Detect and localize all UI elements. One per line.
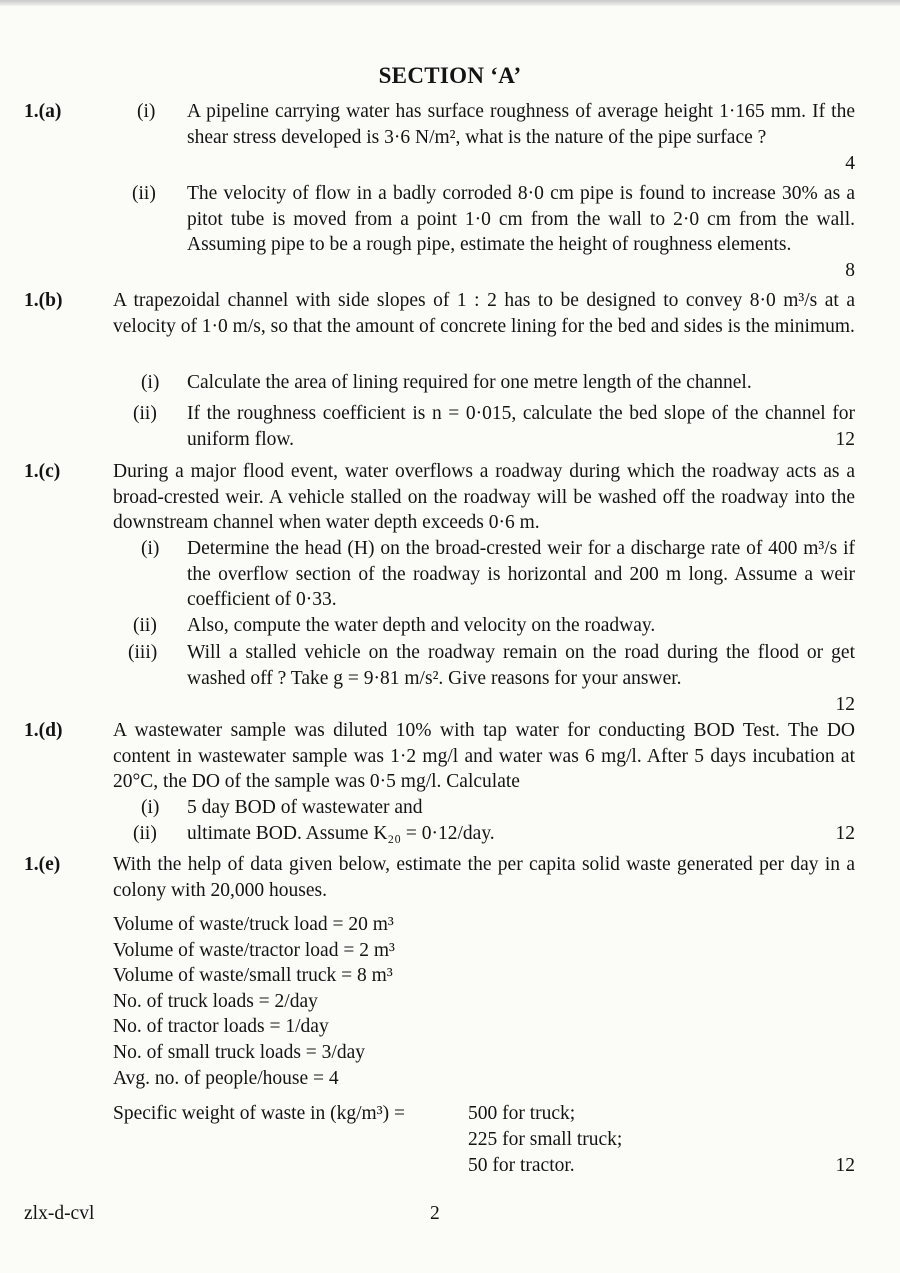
q1c-part-ii-text: Also, compute the water depth and velocity on the roadway.: [187, 615, 656, 636]
q1a-part-ii-text: The velocity of flow in a badly corroded 8·0 cm pipe is found to increase 30% as a pitot tube is moved from a point 1·0 cm from the wall to 2·0 cm from the wall. Assuming pipe to be a rough pipe, estimate the height of roughness elements.: [187, 183, 855, 256]
question-label-1a: 1.(a): [24, 101, 62, 122]
q1e-text: With the help of data given below, estimate the per capita solid waste generated per day in a colony with 20,000 houses.: [113, 854, 855, 901]
q1e-data-line: No. of tractor loads = 1/day: [113, 1016, 329, 1037]
q1c-part-ii-label: (ii): [133, 615, 157, 636]
q1a-part-i-text: A pipeline carrying water has surface roughness of average height 1·165 mm. If the shear stress developed is 3·6 N/m², what is the nature of the pipe surface ?: [187, 101, 855, 148]
q1c-part-i-text: Determine the head (H) on the broad-crested weir for a discharge rate of 400 m³/s if the overflow section of the roadway is horizontal and 200 m long. Assume a weir coefficient of 0·33.: [187, 538, 855, 611]
q1d-part-i-text: 5 day BOD of wastewater and: [187, 797, 423, 818]
q1b-part-i-text: Calculate the area of lining required for one metre length of the channel.: [187, 372, 752, 393]
question-label-1c: 1.(c): [24, 461, 61, 482]
q1a-part-i-label: (i): [137, 101, 156, 122]
q1c-text: During a major flood event, water overflows a roadway during which the roadway acts as a broad-crested weir. A vehicle stalled on the roadway will be washed off the roadway into the downstream channel when water depth exceeds 0·6 m.: [113, 461, 855, 534]
q1b-part-ii-text: If the roughness coefficient is n = 0·015, calculate the bed slope of the channel for uniform flow.: [187, 403, 855, 450]
q1e-specific-weight-value: 225 for small truck;: [468, 1129, 623, 1150]
q1a-part-ii-marks: 8: [845, 260, 855, 281]
q1c-part-iii-text: Will a stalled vehicle on the roadway remain on the road during the flood or get washed off ? Take g = 9·81 m/s². Give reasons for your answer.: [187, 642, 855, 689]
q1d-part-ii-text: ultimate BOD. Assume K₂₀ = 0·12/day.: [187, 823, 495, 844]
q1d-text: A wastewater sample was diluted 10% with tap water for conducting BOD Test. The DO content in wastewater sample was 1·2 mg/l and water was 6 mg/l. After 5 days incubation at 20°C, the DO of the sample was 0·5 mg/l. Calculate: [113, 720, 855, 793]
q1a-part-ii-label: (ii): [132, 183, 156, 204]
q1e-data-line: Volume of waste/tractor load = 2 m³: [113, 940, 395, 961]
q1b-marks: 12: [835, 429, 855, 450]
footer-code: zlx-d-cvl: [24, 1203, 95, 1224]
q1e-specific-weight-label: Specific weight of waste in (kg/m³) =: [113, 1103, 405, 1124]
q1b-part-ii-label: (ii): [133, 403, 157, 424]
page-top-edge: [0, 0, 900, 6]
q1e-specific-weight-value: 50 for tractor.: [468, 1155, 575, 1176]
q1b-text: A trapezoidal channel with side slopes of 1 : 2 has to be designed to convey 8·0 m³/s at a velocity of 1·0 m/s, so that the amount of concrete lining for the bed and sides is the minimum.: [113, 290, 855, 337]
q1e-data-line: Volume of waste/small truck = 8 m³: [113, 965, 393, 986]
q1d-part-ii-label: (ii): [133, 823, 157, 844]
q1d-part-i-label: (i): [141, 797, 160, 818]
q1c-part-i-label: (i): [141, 538, 160, 559]
section-title: SECTION ‘A’: [378, 63, 522, 88]
q1d-marks: 12: [835, 823, 855, 844]
q1e-data-line: Volume of waste/truck load = 20 m³: [113, 914, 394, 935]
page-number: 2: [430, 1203, 440, 1224]
q1e-specific-weight-value: 500 for truck;: [468, 1103, 576, 1124]
q1b-part-i-label: (i): [141, 372, 160, 393]
question-label-1b: 1.(b): [24, 290, 63, 311]
question-label-1e: 1.(e): [24, 854, 61, 875]
question-label-1d: 1.(d): [24, 720, 63, 741]
q1e-data-line: No. of small truck loads = 3/day: [113, 1042, 365, 1063]
q1c-marks: 12: [835, 694, 855, 715]
q1e-marks: 12: [835, 1155, 855, 1176]
q1e-data-line: Avg. no. of people/house = 4: [113, 1068, 339, 1089]
q1c-part-iii-label: (iii): [128, 642, 158, 663]
q1e-data-line: No. of truck loads = 2/day: [113, 991, 318, 1012]
q1a-part-i-marks: 4: [845, 153, 855, 174]
